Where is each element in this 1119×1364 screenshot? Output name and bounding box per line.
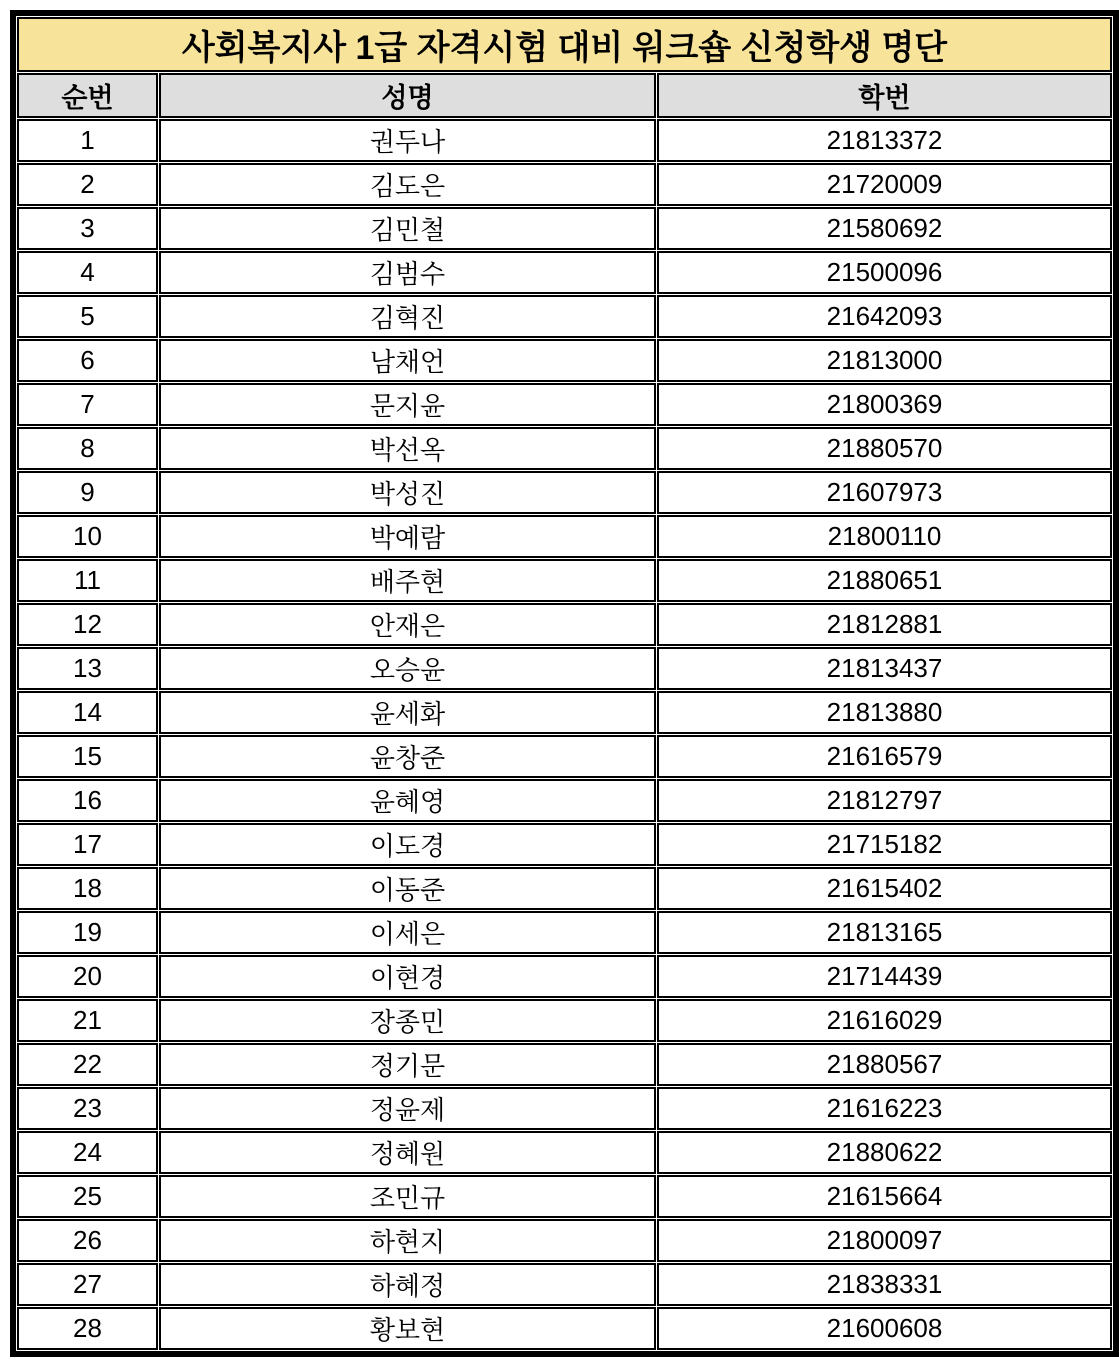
student-id-cell: 21715182 <box>657 823 1112 866</box>
student-name-cell: 장종민 <box>159 999 656 1042</box>
student-id-cell: 21800369 <box>657 383 1112 426</box>
student-id-cell: 21616223 <box>657 1087 1112 1130</box>
table-row <box>17 251 1112 294</box>
page-title: 사회복지사 1급 자격시험 대비 워크숍 신청학생 명단 <box>17 17 1112 72</box>
row-number-cell: 2 <box>17 163 158 206</box>
student-name-cell: 정기문 <box>159 1043 656 1086</box>
row-number-cell: 21 <box>17 999 158 1042</box>
row-number-cell: 18 <box>17 867 158 910</box>
student-name-cell: 윤창준 <box>159 735 656 778</box>
student-id-cell: 21615402 <box>657 867 1112 910</box>
student-id-cell: 21813372 <box>657 119 1112 162</box>
row-number-cell: 14 <box>17 691 158 734</box>
student-name-cell: 이동준 <box>159 867 656 910</box>
student-id-cell: 21813000 <box>657 339 1112 382</box>
student-id-cell: 21813437 <box>657 647 1112 690</box>
row-number-cell: 7 <box>17 383 158 426</box>
student-id-cell: 21880570 <box>657 427 1112 470</box>
table-body <box>17 119 1112 1350</box>
table-row <box>17 207 1112 250</box>
student-id-cell: 21880651 <box>657 559 1112 602</box>
student-id-cell: 21600608 <box>657 1307 1112 1350</box>
table-row <box>17 163 1112 206</box>
student-name-cell: 김도은 <box>159 163 656 206</box>
row-number-cell: 24 <box>17 1131 158 1174</box>
table-row <box>17 295 1112 338</box>
student-id-cell: 21580692 <box>657 207 1112 250</box>
row-number-cell: 11 <box>17 559 158 602</box>
student-name-cell: 윤혜영 <box>159 779 656 822</box>
row-number-cell: 5 <box>17 295 158 338</box>
student-name-cell: 박선옥 <box>159 427 656 470</box>
student-id-cell: 21615664 <box>657 1175 1112 1218</box>
student-id-cell: 21880567 <box>657 1043 1112 1086</box>
row-number-cell: 26 <box>17 1219 158 1262</box>
student-id-cell: 21812797 <box>657 779 1112 822</box>
student-name-cell: 하현지 <box>159 1219 656 1262</box>
table-row <box>17 1131 1112 1174</box>
row-number-cell: 22 <box>17 1043 158 1086</box>
student-id-cell: 21720009 <box>657 163 1112 206</box>
row-number-cell: 28 <box>17 1307 158 1350</box>
student-id-cell: 21813880 <box>657 691 1112 734</box>
student-id-cell: 21616029 <box>657 999 1112 1042</box>
table-row <box>17 1263 1112 1306</box>
student-id-cell: 21500096 <box>657 251 1112 294</box>
student-name-cell: 황보현 <box>159 1307 656 1350</box>
table-row <box>17 603 1112 646</box>
row-number-cell: 4 <box>17 251 158 294</box>
column-header-name: 성명 <box>159 73 656 118</box>
student-name-cell: 이현경 <box>159 955 656 998</box>
column-header-no: 순번 <box>17 73 158 118</box>
row-number-cell: 9 <box>17 471 158 514</box>
student-id-cell: 21607973 <box>657 471 1112 514</box>
student-name-cell: 이도경 <box>159 823 656 866</box>
student-name-cell: 박예람 <box>159 515 656 558</box>
table-row <box>17 779 1112 822</box>
table-row <box>17 1307 1112 1350</box>
table-row <box>17 1087 1112 1130</box>
table-row <box>17 823 1112 866</box>
row-number-cell: 12 <box>17 603 158 646</box>
table-row <box>17 427 1112 470</box>
table-row <box>17 955 1112 998</box>
student-name-cell: 김범수 <box>159 251 656 294</box>
table-row <box>17 1043 1112 1086</box>
student-name-cell: 권두나 <box>159 119 656 162</box>
student-name-cell: 문지윤 <box>159 383 656 426</box>
student-id-cell: 21616579 <box>657 735 1112 778</box>
row-number-cell: 20 <box>17 955 158 998</box>
row-number-cell: 27 <box>17 1263 158 1306</box>
row-number-cell: 8 <box>17 427 158 470</box>
table-row <box>17 515 1112 558</box>
table-row <box>17 911 1112 954</box>
row-number-cell: 16 <box>17 779 158 822</box>
student-roster-sheet <box>10 10 1109 1357</box>
student-name-cell: 김혁진 <box>159 295 656 338</box>
table-row <box>17 119 1112 162</box>
column-header-student-id: 학번 <box>657 73 1112 118</box>
student-id-cell: 21880622 <box>657 1131 1112 1174</box>
student-name-cell: 정혜원 <box>159 1131 656 1174</box>
student-name-cell: 이세은 <box>159 911 656 954</box>
row-number-cell: 1 <box>17 119 158 162</box>
student-name-cell: 윤세화 <box>159 691 656 734</box>
row-number-cell: 25 <box>17 1175 158 1218</box>
row-number-cell: 3 <box>17 207 158 250</box>
table-row <box>17 647 1112 690</box>
student-id-cell: 21838331 <box>657 1263 1112 1306</box>
student-id-cell: 21800110 <box>657 515 1112 558</box>
table-row <box>17 867 1112 910</box>
row-number-cell: 17 <box>17 823 158 866</box>
student-id-cell: 21813165 <box>657 911 1112 954</box>
student-id-cell: 21714439 <box>657 955 1112 998</box>
student-name-cell: 배주현 <box>159 559 656 602</box>
student-name-cell: 남채언 <box>159 339 656 382</box>
table-row <box>17 383 1112 426</box>
student-list-table <box>10 10 1119 1357</box>
table-row <box>17 1219 1112 1262</box>
student-name-cell: 조민규 <box>159 1175 656 1218</box>
table-row <box>17 471 1112 514</box>
row-number-cell: 6 <box>17 339 158 382</box>
table-row <box>17 691 1112 734</box>
student-name-cell: 박성진 <box>159 471 656 514</box>
title-row <box>17 17 1112 72</box>
student-name-cell: 김민철 <box>159 207 656 250</box>
row-number-cell: 10 <box>17 515 158 558</box>
student-name-cell: 하혜정 <box>159 1263 656 1306</box>
row-number-cell: 13 <box>17 647 158 690</box>
row-number-cell: 19 <box>17 911 158 954</box>
table-row <box>17 559 1112 602</box>
row-number-cell: 23 <box>17 1087 158 1130</box>
column-header-row <box>17 73 1112 118</box>
student-id-cell: 21812881 <box>657 603 1112 646</box>
table-row <box>17 1175 1112 1218</box>
student-name-cell: 안재은 <box>159 603 656 646</box>
table-row <box>17 339 1112 382</box>
student-id-cell: 21642093 <box>657 295 1112 338</box>
student-id-cell: 21800097 <box>657 1219 1112 1262</box>
student-name-cell: 오승윤 <box>159 647 656 690</box>
table-row <box>17 999 1112 1042</box>
row-number-cell: 15 <box>17 735 158 778</box>
student-name-cell: 정윤제 <box>159 1087 656 1130</box>
table-row <box>17 735 1112 778</box>
